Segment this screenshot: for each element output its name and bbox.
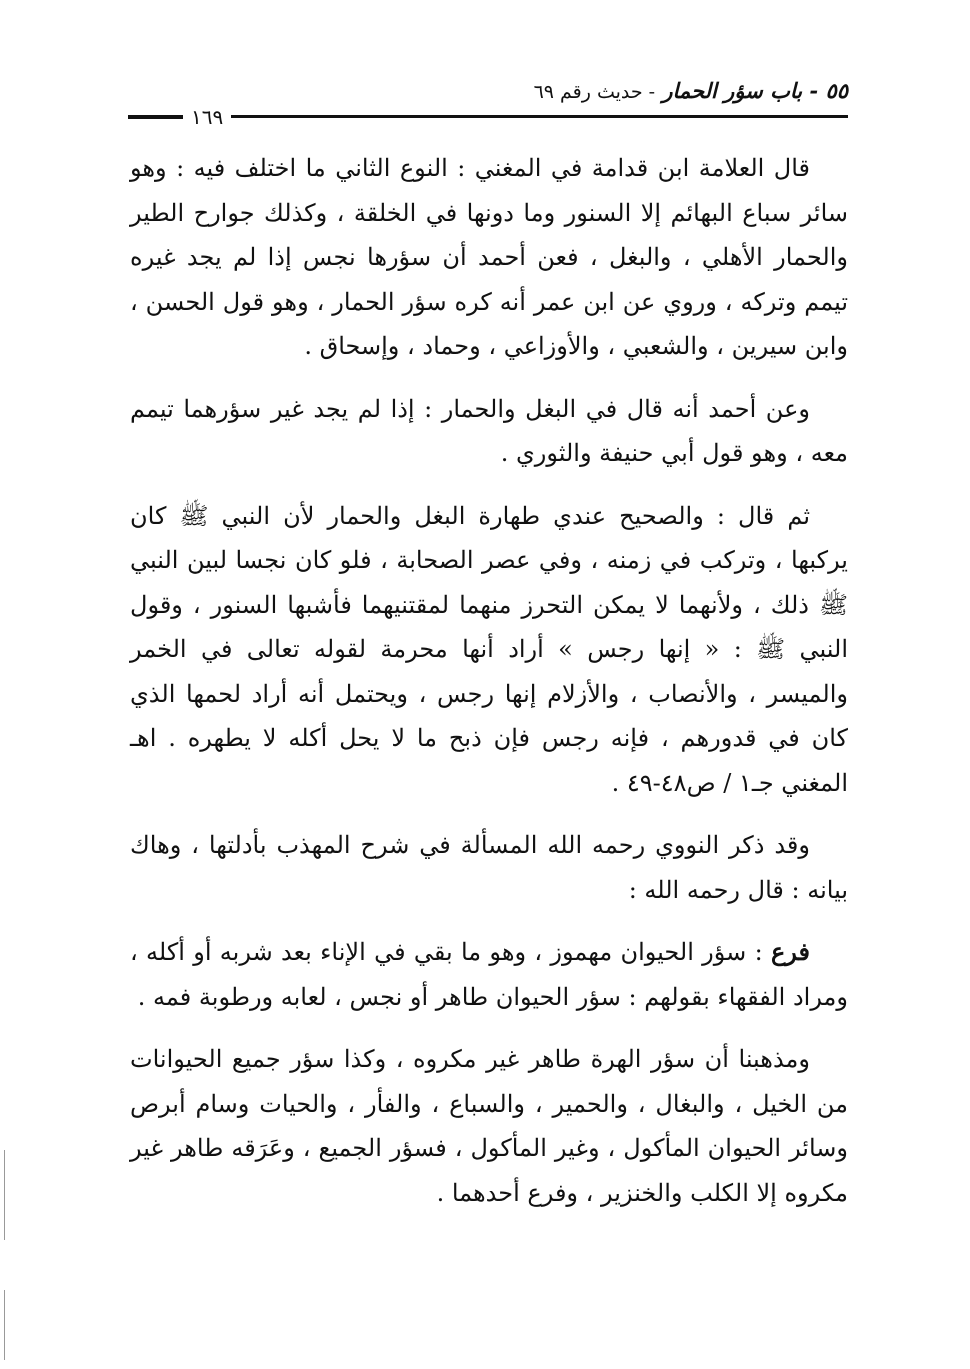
page-number-dash (128, 116, 183, 119)
paragraph-far-definition (130, 930, 848, 1019)
paragraph-madhhab (130, 1037, 848, 1215)
chapter-title-text: ٥٥ - باب سؤر الحمار (662, 78, 848, 103)
scan-margin-mark (4, 1290, 5, 1360)
paragraph-nawawi-intro (130, 823, 848, 912)
paragraph-text: وقد ذكر النووي رحمه الله المسألة في شرح المهذب بأدلتها ، وهاك بيانه : قال رحمه الله : (130, 831, 848, 904)
page-number: ١٦٩ (183, 107, 231, 127)
paragraph-text: وعن أحمد أنه قال في البغل والحمار : إذا لم يجد غير سؤرهما تيمم معه ، وهو قول أبي حنيفة والثوري . (130, 394, 848, 467)
lead-word: فرع (770, 937, 810, 966)
paragraph-sahih-opinion (130, 494, 848, 806)
paragraph-text: قال العلامة ابن قدامة في المغني : النوع الثاني ما اختلف فيه : وهو سائر سباع البهائم إلا السنور وما دونها في الخلقة ، وكذلك جوارح الطير والحمار الأهلي ، والبغل ، فعن أحمد أن سؤرها نجس إذا لم يجد غيره تيمم وتركه ، وروي عن ابن عمر أنه كره سؤر الحمار ، وهو قول الحسن ، وابن سيرين ، والشعبي ، والأوزاعي ، وحماد ، وإسحاق . (130, 154, 848, 360)
paragraph-text: ومذهبنا أن سؤر الهرة طاهر غير مكروه ، وكذا سؤر جميع الحيوانات من الخيل ، والبغال ، والحمير ، والسباع ، والفأر ، والحيات وسام أبرص وسائر الحيوان المأكول ، وغير المأكول ، فسؤر الجميع ، وعَرَقه طاهر غير مكروه إلا الكلب والخنزير ، وفرع أحدهما . (130, 1045, 849, 1207)
running-header (128, 78, 848, 129)
paragraph-text: : سؤر الحيوان مهموز ، وهو ما بقي في الإناء بعد شربه أو أكله ، ومراد الفقهاء بقولهم : سؤر الحيوان طاهر أو نجس ، لعابه ورطوبة فمه . (130, 938, 848, 1011)
header-rule (128, 115, 848, 118)
paragraph-ahmad-mule-donkey (130, 387, 848, 476)
body-text (130, 146, 848, 1229)
paragraph-text: ثم قال : والصحيح عندي طهارة البغل والحمار لأن النبي ﷺ كان يركبها ، وتركب في زمنه ، وفي عصر الصحابة ، فلو كان نجسا لبين النبي ﷺ ذلك ، ولأنهما لا يمكن التحرز منهما لمقتنيهما فأشبها السنور ، وقول النبي ﷺ : « إنها رجس » أراد أنها محرمة لقوله تعالى في الخمر والميسر ، والأنصاب ، والأزلام إنها رجس ، ويحتمل أنه أراد لحمها الذي كان في قدورهم ، فإنه رجس فإن ذبح ما لا يحل أكله لا يطهره . اهـ المغني جـ١ / ص٤٨-٤٩ . (130, 501, 848, 797)
page-number-block (128, 107, 231, 127)
chapter-title (534, 78, 848, 103)
paragraph-ibn-qudama (130, 146, 848, 369)
scan-margin-mark (4, 1150, 5, 1240)
hadith-reference: - حديث رقم ٦٩ (533, 81, 656, 103)
